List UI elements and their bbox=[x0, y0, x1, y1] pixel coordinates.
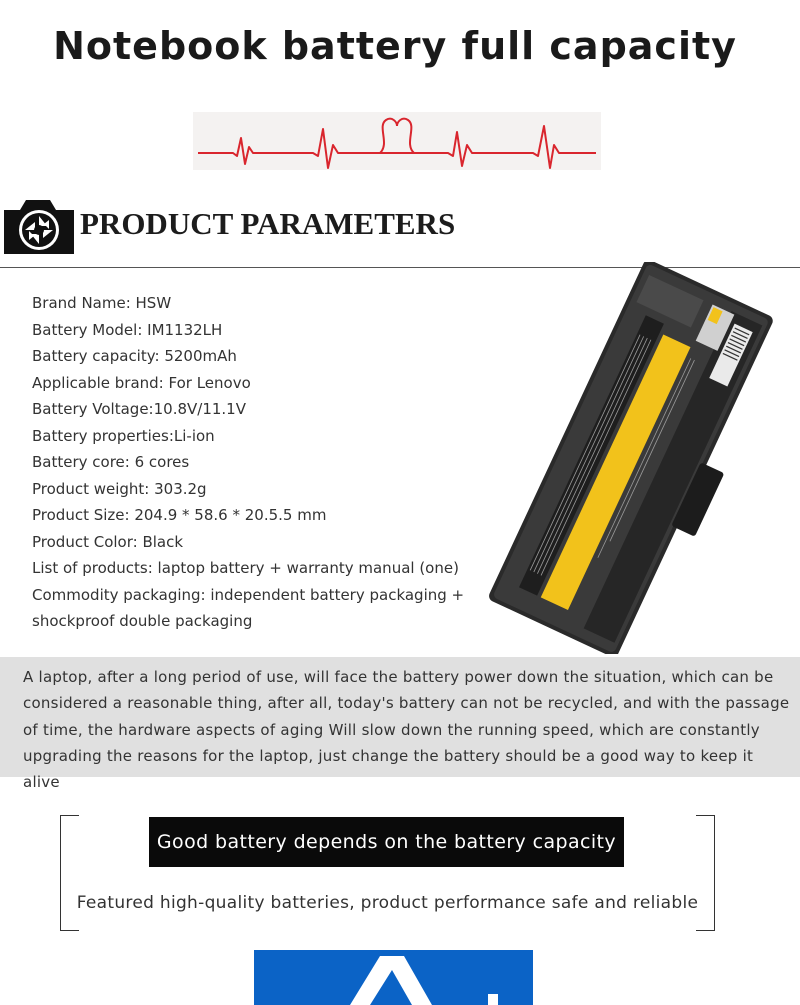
battery-product-image bbox=[462, 262, 798, 654]
page-title: Notebook battery full capacity bbox=[53, 24, 737, 68]
bottom-graphic-block bbox=[254, 950, 533, 1005]
param-core: Battery core: 6 cores bbox=[32, 453, 190, 471]
param-brand: Brand Name: HSW bbox=[32, 294, 172, 312]
param-properties: Battery properties:Li-ion bbox=[32, 426, 215, 445]
heartbeat-heart-icon bbox=[193, 112, 601, 170]
section-heading: PRODUCT PARAMETERS bbox=[80, 206, 456, 241]
param-voltage: Battery Voltage:10.8V/11.1V bbox=[32, 400, 246, 418]
param-size: Product Size: 204.9 * 58.6 * 20.5.5 mm bbox=[32, 506, 327, 524]
param-applicable-brand: Applicable brand: For Lenovo bbox=[32, 373, 251, 392]
camera-aperture-icon bbox=[2, 196, 76, 256]
param-capacity: Battery capacity: 5200mAh bbox=[32, 347, 237, 365]
quality-tagline: Featured high-quality batteries, product performance safe and reliable bbox=[76, 893, 699, 913]
heartbeat-banner bbox=[193, 112, 601, 170]
param-color: Product Color: Black bbox=[32, 532, 184, 551]
parameters-list bbox=[32, 290, 472, 630]
param-weight: Product weight: 303.2g bbox=[32, 479, 207, 498]
param-contents: List of products: laptop battery + warranty manual (one) bbox=[32, 559, 459, 577]
description-band bbox=[0, 657, 800, 792]
frame-bracket-right bbox=[696, 815, 715, 931]
param-packaging: Commodity packaging: independent battery packaging + shockproof double packaging bbox=[32, 585, 465, 630]
description-text: A laptop, after a long period of use, will face the battery power down the situation, which can be considered a reasonable thing, after all, today's battery can not be recycled, and with the passage of time, the hardware aspects of aging Will slow down the running speed, which are constantly upgrading the reasons for the laptop, just change the battery should be a good way to keep it alive bbox=[23, 668, 790, 792]
frame-bracket-left bbox=[60, 815, 79, 931]
capacity-label: Good battery depends on the battery capacity bbox=[149, 817, 624, 867]
param-model: Battery Model: IM1132LH bbox=[32, 320, 223, 339]
